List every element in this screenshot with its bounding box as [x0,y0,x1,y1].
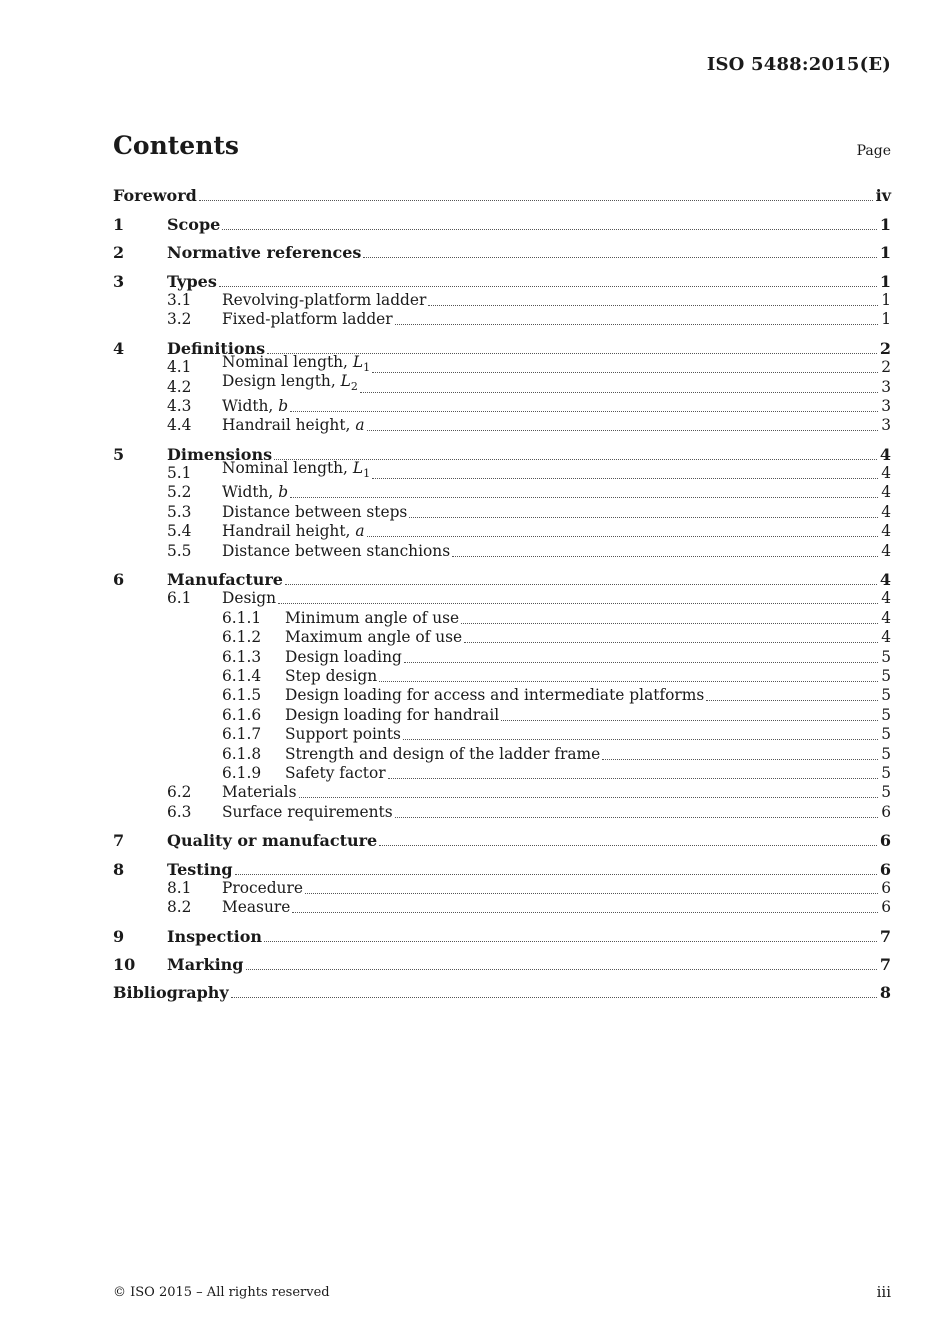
toc-entry-number: 5.1 [167,464,192,483]
toc-entry-page: 6 [879,859,891,879]
toc-entry[interactable] [113,589,891,608]
toc-entry-title: Design loading [285,647,402,666]
toc-entry-page: 5 [881,647,891,666]
toc-entry-page: 4 [881,628,891,647]
toc-entry-title: Surface requirements [222,802,393,821]
toc-entry-title: Support points [285,725,401,744]
toc-leader-dots [367,536,878,537]
toc-entry-page: 5 [881,763,891,782]
toc-entry[interactable] [113,243,891,262]
toc-entry-title: Safety factor [285,763,386,782]
toc-entry[interactable] [113,926,891,945]
toc-entry-page: 1 [881,310,891,329]
toc-leader-dots [379,681,878,682]
toc-entry-number: 6.1 [167,589,192,608]
toc-entry[interactable] [113,802,891,821]
toc-entry-page: 4 [881,608,891,627]
toc-entry[interactable] [113,570,891,589]
toc-entry-title: Width, b [222,483,289,502]
toc-entry-title: Measure [222,898,291,917]
toc-entry-title: Step design [285,666,378,685]
toc-entry[interactable] [113,541,891,560]
toc-entry-page: 3 [881,396,891,415]
toc-entry-number: 3.1 [167,290,192,309]
toc-entry-title: Bibliography [113,983,229,1003]
toc-leader-dots [246,969,877,970]
toc-entry-title: Design loading for access and intermediate platforms [285,686,705,705]
toc-leader-dots [501,720,878,721]
toc-entry-number: 5 [113,444,125,464]
toc-entry-number: 6.1.6 [222,705,262,724]
toc-entry-page: 4 [881,541,891,560]
math-variable: a [355,416,365,435]
math-variable: b [278,483,289,502]
toc-entry-number: 5.5 [167,541,192,560]
toc-entry-page: 3 [881,377,891,396]
toc-entry-title: Procedure [222,878,303,897]
toc-entry-title: Materials [222,783,297,802]
subscript: 1 [363,361,371,375]
toc-entry-number: 6 [113,570,125,590]
toc-leader-dots [395,817,878,818]
toc-entry-title: Minimum angle of use [285,608,460,627]
page-title: Contents [113,131,240,160]
toc-entry[interactable] [113,898,891,917]
toc-leader-dots [403,739,878,740]
toc-entry-number: 8.2 [167,898,192,917]
toc-entry-page: 1 [879,271,891,291]
toc-leader-dots [409,517,878,518]
toc-entry-page: 4 [881,589,891,608]
toc-entry-number: 10 [113,955,136,975]
toc-entry[interactable] [113,955,891,974]
toc-entry-page: 8 [879,983,891,1003]
toc-entry[interactable] [113,291,891,310]
toc-entry-page: 4 [881,502,891,521]
toc-entry-page: 5 [881,705,891,724]
toc-entry-number: 1 [113,214,125,234]
toc-entry[interactable] [113,628,891,647]
toc-leader-dots [219,286,877,287]
toc-entry-title: Nominal length, $L_1$ [222,353,371,375]
toc-entry[interactable] [113,397,891,416]
toc-entry[interactable] [113,186,891,205]
toc-entry-page: 2 [879,338,891,358]
toc-leader-dots [290,411,878,412]
toc-entry[interactable] [113,271,891,290]
subscript: 1 [363,467,371,481]
toc-entry-page: 5 [881,686,891,705]
toc-leader-dots [278,603,878,604]
toc-entry-number: 3 [113,271,125,291]
toc-leader-dots [404,662,878,663]
toc-entry-title: Dimensions [167,444,273,464]
toc-entry-page: 5 [881,666,891,685]
toc-entry-page: 4 [881,483,891,502]
toc-entry-title: Foreword [113,186,197,206]
toc-leader-dots [395,324,878,325]
toc-entry-number: 4 [113,338,125,358]
toc-leader-dots [360,392,878,393]
toc-leader-dots [235,874,877,875]
toc-entry[interactable] [113,667,891,686]
toc-leader-dots [706,700,878,701]
toc-entry-number: 6.1.5 [222,686,262,705]
toc-entry[interactable] [113,372,891,396]
toc-entry-page: 6 [879,831,891,851]
toc-entry-title: Width, b [222,396,289,415]
toc-entry-number: 6.2 [167,783,192,802]
toc-entry-number: 3.2 [167,310,192,329]
math-variable: L [340,372,351,391]
toc-entry-number: 6.1.3 [222,647,262,666]
toc-entry-page: 1 [881,290,891,309]
toc-leader-dots [292,912,878,913]
subscript: 2 [350,380,358,394]
toc-entry[interactable] [113,983,891,1002]
toc-entry-title: Normative references [167,243,362,263]
toc-entry[interactable] [113,502,891,521]
toc-entry-title: Design [222,589,277,608]
toc-entry-page: iv [875,186,891,206]
toc-entry-page: 2 [881,358,891,377]
toc-entry-page: 1 [879,214,891,234]
toc-entry-page: 4 [881,522,891,541]
toc-entry-number: 4.3 [167,396,192,415]
toc-leader-dots [602,759,878,760]
toc-entry[interactable] [113,831,891,850]
math-variable: b [278,396,289,415]
page-number: iii [876,1283,891,1301]
math-variable: a [355,522,365,541]
toc-entry-page: 6 [881,802,891,821]
toc-entry[interactable] [113,483,891,502]
toc-entry-number: 4.1 [167,358,192,377]
toc-entry-page: 1 [879,243,891,263]
toc-entry-number: 9 [113,926,125,946]
toc-entry-number: 8 [113,859,125,879]
toc-entry-title: Distance between stanchions [222,541,451,560]
toc-entry-number: 6.1.2 [222,628,262,647]
toc-leader-dots [452,556,878,557]
toc-leader-dots [299,797,878,798]
toc-entry-number: 6.1.1 [222,608,262,627]
toc-entry-number: 7 [113,831,125,851]
toc-leader-dots [461,623,878,624]
toc-entry[interactable] [113,879,891,898]
toc-leader-dots [428,305,878,306]
page-column-label: Page [856,143,891,159]
toc-entry-title: Scope [167,214,221,234]
toc-leader-dots [372,372,878,373]
toc-entry[interactable] [113,859,891,878]
toc-entry-page: 5 [881,725,891,744]
toc-entry[interactable] [113,416,891,435]
toc-entry[interactable] [113,608,891,627]
toc-entry-title: Quality or manufacture [167,831,378,851]
toc-entry-page: 4 [879,444,891,464]
toc-entry[interactable] [113,522,891,541]
math-variable: L [352,459,364,477]
toc-leader-dots [222,229,877,230]
toc-leader-dots [285,584,877,585]
toc-leader-dots [290,497,878,498]
toc-leader-dots [199,200,873,201]
toc-entry-title: Fixed-platform ladder [222,310,393,329]
toc-entry-number: 5.4 [167,522,192,541]
toc-entry-title: Types [167,271,217,291]
toc-entry-number: 6.1.8 [222,744,262,763]
toc-entry-title: Manufacture [167,570,283,590]
toc-leader-dots [372,478,878,479]
toc-leader-dots [464,642,878,643]
toc-entry-page: 4 [881,464,891,483]
toc-entry-page: 6 [881,878,891,897]
toc-leader-dots [388,778,878,779]
toc-entry-number: 6.1.7 [222,725,262,744]
toc-leader-dots [379,845,877,846]
toc-entry[interactable] [113,686,891,705]
toc-entry-title: Handrail height, a [222,522,365,541]
toc-entry-page: 5 [881,783,891,802]
toc-entry-number: 6.1.9 [222,763,262,782]
toc-entry-number: 2 [113,243,125,263]
toc-entry-page: 3 [881,416,891,435]
toc-entry-number: 4.2 [167,377,192,396]
toc-entry-title: Definitions [167,338,266,358]
toc-entry-title: Design length, $L_2$ [222,372,358,394]
toc-entry-page: 5 [881,744,891,763]
toc-entry[interactable] [113,705,891,724]
toc-entry-page: 7 [879,926,891,946]
toc-entry-number: 5.2 [167,483,192,502]
toc-entry-title: Testing [167,859,233,879]
toc-leader-dots [264,941,877,942]
toc-entry-title: Inspection [167,926,263,946]
toc-entry[interactable] [113,647,891,666]
toc-entry[interactable] [113,725,891,744]
toc-entry-title: Marking [167,955,244,975]
toc-entry-title: Handrail height, a [222,416,365,435]
copyright-notice: © ISO 2015 – All rights reserved [113,1285,330,1300]
toc-entry[interactable] [113,764,891,783]
toc-entry-number: 4.4 [167,416,192,435]
math-variable: L [352,353,364,372]
document-id: ISO 5488:2015(E) [706,54,891,75]
toc-entry-number: 8.1 [167,878,192,897]
toc-entry-title: Revolving-platform ladder [222,290,427,309]
toc-entry-page: 6 [881,898,891,917]
toc-entry-title: Strength and design of the ladder frame [285,744,601,763]
toc-entry-page: 7 [879,955,891,975]
toc-entry[interactable] [113,459,891,483]
toc-entry-page: 4 [879,570,891,590]
toc-leader-dots [305,893,878,894]
toc-leader-dots [363,257,877,258]
toc-leader-dots [367,430,878,431]
toc-entry[interactable] [113,310,891,329]
toc-entry[interactable] [113,783,891,802]
toc-entry-number: 6.1.4 [222,666,262,685]
toc-entry-title: Distance between steps [222,502,408,521]
toc-leader-dots [231,997,877,998]
toc-entry-title: Nominal length, $L_1$ [222,459,371,481]
toc-entry[interactable] [113,214,891,233]
toc-entry-title: Maximum angle of use [285,628,463,647]
toc-entry[interactable] [113,744,891,763]
table-of-contents [113,186,891,1002]
toc-entry-number: 5.3 [167,502,192,521]
toc-entry-number: 6.3 [167,802,192,821]
toc-entry-title: Design loading for handrail [285,705,500,724]
